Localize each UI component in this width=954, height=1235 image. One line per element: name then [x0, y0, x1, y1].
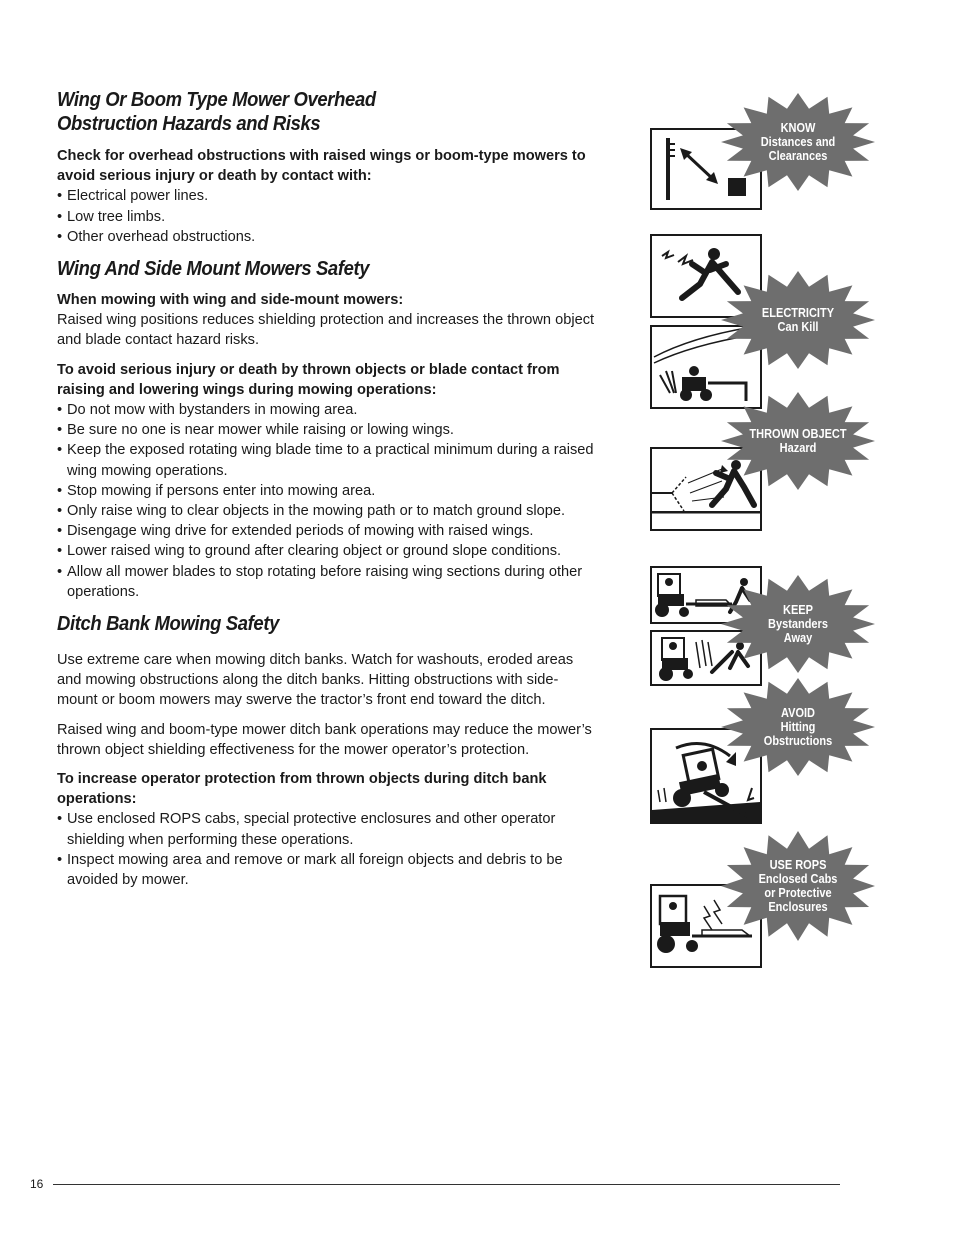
badge-use-rops: USE ROPS Enclosed Cabs or Protective Enclosures	[720, 830, 876, 942]
ditch-paragraph-2: Raised wing and boom-type mower ditch bank operations may reduce the mower’s thrown object shielding effectiveness for the mower operator’s protection.	[57, 721, 592, 758]
badge-avoid-obstructions: AVOID Hitting Obstructions	[720, 677, 876, 777]
badge-keep-bystanders: KEEP Bystanders Away	[720, 574, 876, 674]
badge-know-distances: KNOW Distances and Clearances	[720, 92, 876, 192]
list-item: • Other overhead obstructions.	[57, 227, 597, 247]
list-item: • Lower raised wing to ground after clearing object or ground slope conditions.	[57, 541, 597, 561]
badge-thrown-object: THROWN OBJECT Hazard	[720, 391, 876, 491]
list-item: • Only raise wing to clear objects in the mowing path or to match ground slope.	[57, 501, 597, 521]
ditch-lead: To increase operator protection from thrown objects during ditch bank operations:	[57, 771, 547, 808]
ditch-bullet-list	[57, 809, 597, 890]
section-title-overhead: Wing Or Boom Type Mower Overhead Obstruction Hazards and Risks	[57, 88, 376, 135]
wing-lead-1: When mowing with wing and side-mount mowers:	[57, 292, 404, 309]
ditch-paragraph-1: Use extreme care when mowing ditch banks. Watch for washouts, eroded areas and mowing obstructions along the ditch banks. Hitting obstructions with side-mount or boom mowers may swerve the tractor’s front end toward the ditch.	[57, 652, 574, 709]
list-item: • Stop mowing if persons enter into mowing area.	[57, 481, 597, 501]
list-item: • Low tree limbs.	[57, 207, 597, 227]
list-item: • Keep the exposed rotating wing blade time to a practical minimum during a raised wing mowing operations.	[57, 440, 597, 480]
section-title-wing-side-mount: Wing And Side Mount Mowers Safety	[57, 257, 370, 281]
wing-lead-2: To avoid serious injury or death by thrown objects or blade contact from raising and lowering wings during mowing operations:	[57, 361, 560, 398]
page-number: 16	[30, 1177, 44, 1191]
overhead-bullet-list	[57, 186, 597, 247]
main-column	[57, 88, 597, 890]
wing-bullet-list	[57, 400, 597, 602]
wing-paragraph-1: Raised wing positions reduces shielding protection and increases the thrown object and blade contact hazard risks.	[57, 312, 595, 349]
list-item: • Electrical power lines.	[57, 186, 597, 206]
list-item: • Inspect mowing area and remove or mark all foreign objects and debris to be avoided by mower.	[57, 850, 597, 890]
list-item: • Do not mow with bystanders in mowing area.	[57, 400, 597, 420]
list-item: • Use enclosed ROPS cabs, special protective enclosures and other operator shielding when performing these operations.	[57, 809, 597, 849]
overhead-lead: Check for overhead obstructions with raised wings or boom-type mowers to avoid serious injury or death by contact with:	[57, 148, 586, 185]
list-item: • Be sure no one is near mower while raising or lowing wings.	[57, 420, 597, 440]
list-item: • Disengage wing drive for extended periods of mowing with raised wings.	[57, 521, 597, 541]
list-item: • Allow all mower blades to stop rotating before raising wing sections during other operations.	[57, 562, 597, 602]
section-title-ditch-bank: Ditch Bank Mowing Safety	[57, 612, 280, 636]
footer-rule	[53, 1184, 840, 1185]
badge-electricity: ELECTRICITY Can Kill	[720, 270, 876, 370]
